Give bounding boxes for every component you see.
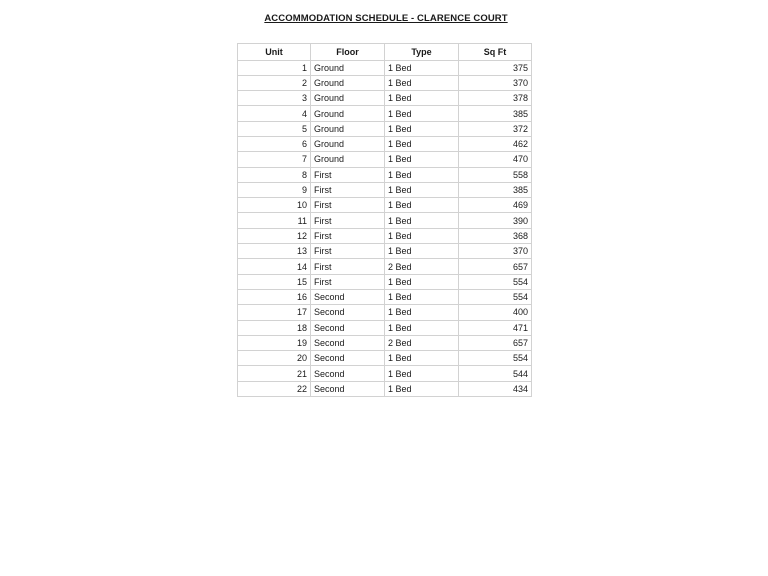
cell-type: 1 Bed bbox=[385, 366, 459, 381]
cell-floor: First bbox=[311, 228, 385, 243]
cell-type: 2 Bed bbox=[385, 335, 459, 350]
table-row bbox=[238, 320, 532, 335]
cell-unit: 1 bbox=[238, 60, 311, 75]
cell-unit: 3 bbox=[238, 91, 311, 106]
cell-floor: Ground bbox=[311, 60, 385, 75]
cell-floor: First bbox=[311, 274, 385, 289]
cell-unit: 2 bbox=[238, 75, 311, 90]
cell-sqft: 544 bbox=[459, 366, 532, 381]
cell-sqft: 469 bbox=[459, 198, 532, 213]
cell-type: 2 Bed bbox=[385, 259, 459, 274]
cell-sqft: 657 bbox=[459, 335, 532, 350]
cell-unit: 22 bbox=[238, 381, 311, 396]
cell-unit: 8 bbox=[238, 167, 311, 182]
column-header-floor: Floor bbox=[311, 44, 385, 61]
cell-type: 1 Bed bbox=[385, 106, 459, 121]
cell-floor: First bbox=[311, 213, 385, 228]
cell-sqft: 370 bbox=[459, 75, 532, 90]
column-header-sqft: Sq Ft bbox=[459, 44, 532, 61]
table-row bbox=[238, 152, 532, 167]
cell-unit: 19 bbox=[238, 335, 311, 350]
table-row bbox=[238, 289, 532, 304]
cell-sqft: 471 bbox=[459, 320, 532, 335]
table-row bbox=[238, 136, 532, 151]
column-header-type: Type bbox=[385, 44, 459, 61]
cell-floor: First bbox=[311, 198, 385, 213]
cell-type: 1 Bed bbox=[385, 152, 459, 167]
table-row bbox=[238, 60, 532, 75]
cell-floor: First bbox=[311, 182, 385, 197]
cell-unit: 21 bbox=[238, 366, 311, 381]
table-row bbox=[238, 228, 532, 243]
cell-floor: First bbox=[311, 244, 385, 259]
cell-type: 1 Bed bbox=[385, 381, 459, 396]
cell-type: 1 Bed bbox=[385, 351, 459, 366]
cell-unit: 5 bbox=[238, 121, 311, 136]
cell-floor: Ground bbox=[311, 121, 385, 136]
table-row bbox=[238, 305, 532, 320]
cell-type: 1 Bed bbox=[385, 182, 459, 197]
cell-unit: 9 bbox=[238, 182, 311, 197]
cell-type: 1 Bed bbox=[385, 60, 459, 75]
accommodation-table bbox=[237, 43, 532, 397]
cell-unit: 6 bbox=[238, 136, 311, 151]
cell-floor: First bbox=[311, 259, 385, 274]
cell-unit: 16 bbox=[238, 289, 311, 304]
cell-unit: 11 bbox=[238, 213, 311, 228]
cell-type: 1 Bed bbox=[385, 320, 459, 335]
cell-floor: Second bbox=[311, 289, 385, 304]
table-row bbox=[238, 106, 532, 121]
cell-unit: 4 bbox=[238, 106, 311, 121]
cell-type: 1 Bed bbox=[385, 274, 459, 289]
table-row bbox=[238, 198, 532, 213]
table-row bbox=[238, 167, 532, 182]
cell-type: 1 Bed bbox=[385, 198, 459, 213]
table-row bbox=[238, 335, 532, 350]
table-row bbox=[238, 244, 532, 259]
cell-sqft: 434 bbox=[459, 381, 532, 396]
cell-floor: Second bbox=[311, 305, 385, 320]
cell-sqft: 462 bbox=[459, 136, 532, 151]
cell-type: 1 Bed bbox=[385, 91, 459, 106]
cell-unit: 13 bbox=[238, 244, 311, 259]
cell-unit: 10 bbox=[238, 198, 311, 213]
cell-floor: Second bbox=[311, 335, 385, 350]
table-body bbox=[238, 60, 532, 397]
cell-type: 1 Bed bbox=[385, 136, 459, 151]
cell-type: 1 Bed bbox=[385, 167, 459, 182]
cell-sqft: 554 bbox=[459, 289, 532, 304]
column-header-unit: Unit bbox=[238, 44, 311, 61]
cell-sqft: 372 bbox=[459, 121, 532, 136]
cell-sqft: 385 bbox=[459, 182, 532, 197]
cell-floor: Second bbox=[311, 366, 385, 381]
cell-type: 1 Bed bbox=[385, 213, 459, 228]
table-row bbox=[238, 381, 532, 396]
table-row bbox=[238, 366, 532, 381]
cell-floor: Ground bbox=[311, 136, 385, 151]
cell-sqft: 375 bbox=[459, 60, 532, 75]
cell-sqft: 368 bbox=[459, 228, 532, 243]
cell-floor: First bbox=[311, 167, 385, 182]
cell-floor: Ground bbox=[311, 152, 385, 167]
cell-type: 1 Bed bbox=[385, 228, 459, 243]
table-row bbox=[238, 182, 532, 197]
cell-type: 1 Bed bbox=[385, 289, 459, 304]
cell-floor: Second bbox=[311, 381, 385, 396]
cell-unit: 17 bbox=[238, 305, 311, 320]
table-row bbox=[238, 351, 532, 366]
cell-unit: 15 bbox=[238, 274, 311, 289]
cell-sqft: 657 bbox=[459, 259, 532, 274]
cell-sqft: 400 bbox=[459, 305, 532, 320]
table-row bbox=[238, 75, 532, 90]
cell-sqft: 554 bbox=[459, 274, 532, 289]
cell-unit: 12 bbox=[238, 228, 311, 243]
cell-type: 1 Bed bbox=[385, 305, 459, 320]
table-header-row bbox=[238, 44, 532, 61]
cell-sqft: 370 bbox=[459, 244, 532, 259]
cell-unit: 7 bbox=[238, 152, 311, 167]
table-row bbox=[238, 121, 532, 136]
cell-floor: Ground bbox=[311, 75, 385, 90]
cell-type: 1 Bed bbox=[385, 244, 459, 259]
cell-floor: Second bbox=[311, 320, 385, 335]
cell-type: 1 Bed bbox=[385, 121, 459, 136]
cell-unit: 20 bbox=[238, 351, 311, 366]
cell-unit: 18 bbox=[238, 320, 311, 335]
cell-unit: 14 bbox=[238, 259, 311, 274]
cell-sqft: 378 bbox=[459, 91, 532, 106]
cell-sqft: 470 bbox=[459, 152, 532, 167]
table-row bbox=[238, 213, 532, 228]
cell-sqft: 558 bbox=[459, 167, 532, 182]
cell-sqft: 390 bbox=[459, 213, 532, 228]
table-row bbox=[238, 274, 532, 289]
table-row bbox=[238, 259, 532, 274]
cell-floor: Ground bbox=[311, 91, 385, 106]
cell-sqft: 554 bbox=[459, 351, 532, 366]
cell-type: 1 Bed bbox=[385, 75, 459, 90]
cell-sqft: 385 bbox=[459, 106, 532, 121]
table-row bbox=[238, 91, 532, 106]
page-title: ACCOMMODATION SCHEDULE - CLARENCE COURT bbox=[264, 13, 508, 24]
cell-floor: Ground bbox=[311, 106, 385, 121]
cell-floor: Second bbox=[311, 351, 385, 366]
